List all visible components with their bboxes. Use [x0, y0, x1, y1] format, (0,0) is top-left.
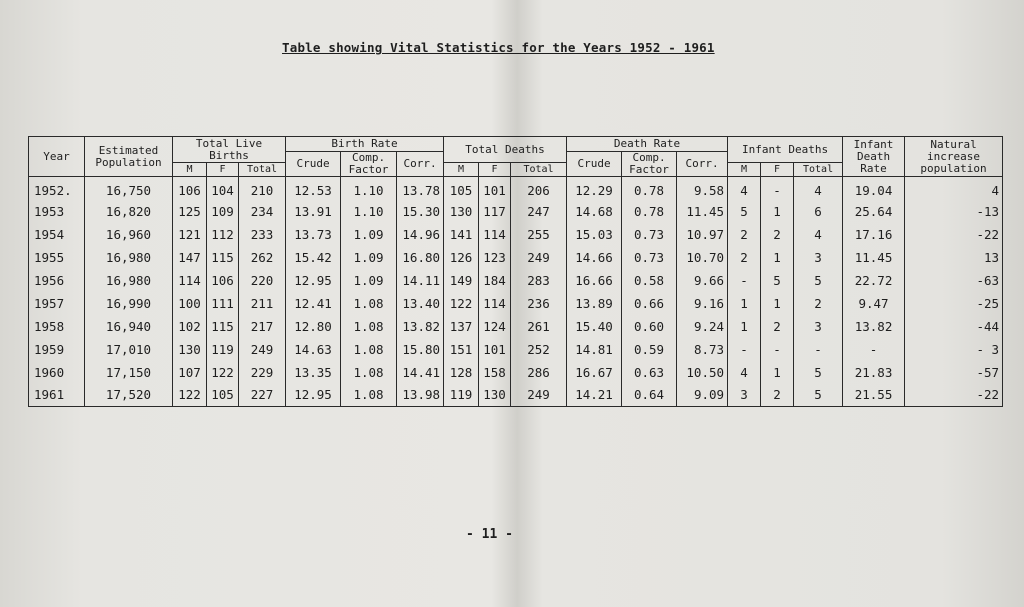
cell-dr-comp: 0.59 — [622, 338, 677, 361]
cell-year: 1955 — [29, 246, 85, 269]
cell-br-crude: 12.41 — [286, 292, 341, 315]
cell-br-corr: 14.41 — [397, 361, 444, 384]
cell-td-m: 130 — [444, 200, 479, 223]
cell-td-t: 252 — [511, 338, 567, 361]
cell-br-corr: 15.30 — [397, 200, 444, 223]
cell-dr-corr: 10.97 — [677, 223, 728, 246]
cell-lb-t: 229 — [239, 361, 286, 384]
cell-ni: -44 — [905, 315, 1003, 338]
cell-id-m: - — [728, 269, 761, 292]
cell-id-f: - — [761, 338, 794, 361]
cell-br-comp: 1.08 — [341, 292, 397, 315]
cell-td-f: 101 — [479, 338, 511, 361]
cell-br-crude: 12.95 — [286, 269, 341, 292]
cell-dr-comp: 0.78 — [622, 177, 677, 200]
cell-dr-crude: 16.66 — [567, 269, 622, 292]
cell-br-crude: 13.73 — [286, 223, 341, 246]
cell-id-f: 2 — [761, 315, 794, 338]
cell-br-corr: 16.80 — [397, 246, 444, 269]
cell-br-comp: 1.09 — [341, 223, 397, 246]
cell-br-crude: 13.35 — [286, 361, 341, 384]
cell-id-t: 5 — [794, 384, 843, 407]
cell-lb-t: 217 — [239, 315, 286, 338]
cell-id-t: 4 — [794, 177, 843, 200]
cell-ni: 4 — [905, 177, 1003, 200]
cell-lb-t: 249 — [239, 338, 286, 361]
cell-td-f: 101 — [479, 177, 511, 200]
cell-id-m: 3 — [728, 384, 761, 407]
cell-dr-corr: 11.45 — [677, 200, 728, 223]
cell-br-corr: 13.82 — [397, 315, 444, 338]
cell-id-t: 4 — [794, 223, 843, 246]
cell-br-comp: 1.10 — [341, 177, 397, 200]
cell-td-t: 247 — [511, 200, 567, 223]
cell-id-f: 1 — [761, 200, 794, 223]
cell-td-t: 286 — [511, 361, 567, 384]
cell-lb-m: 122 — [173, 384, 207, 407]
header-lb-total: Total — [239, 163, 286, 177]
cell-id-m: 4 — [728, 361, 761, 384]
cell-br-comp: 1.09 — [341, 269, 397, 292]
cell-br-comp: 1.08 — [341, 384, 397, 407]
cell-ni: -22 — [905, 223, 1003, 246]
cell-id-t: 3 — [794, 246, 843, 269]
cell-dr-corr: 9.16 — [677, 292, 728, 315]
cell-lb-f: 122 — [207, 361, 239, 384]
cell-idr: 25.64 — [843, 200, 905, 223]
cell-idr: 9.47 — [843, 292, 905, 315]
cell-pop: 16,960 — [85, 223, 173, 246]
cell-lb-m: 147 — [173, 246, 207, 269]
cell-lb-t: 220 — [239, 269, 286, 292]
header-live-births: Total Live Births — [173, 137, 286, 163]
vital-statistics-table — [28, 136, 1003, 407]
cell-id-t: 5 — [794, 269, 843, 292]
cell-br-comp: 1.08 — [341, 361, 397, 384]
cell-br-crude: 12.95 — [286, 384, 341, 407]
cell-dr-crude: 13.89 — [567, 292, 622, 315]
cell-id-t: 5 — [794, 361, 843, 384]
header-id-m: M — [728, 163, 761, 177]
cell-ni: -57 — [905, 361, 1003, 384]
cell-dr-crude: 14.66 — [567, 246, 622, 269]
cell-br-crude: 15.42 — [286, 246, 341, 269]
cell-ni: -63 — [905, 269, 1003, 292]
cell-br-comp: 1.08 — [341, 338, 397, 361]
cell-ni: -25 — [905, 292, 1003, 315]
cell-td-t: 255 — [511, 223, 567, 246]
cell-year: 1959 — [29, 338, 85, 361]
cell-td-f: 114 — [479, 292, 511, 315]
header-br-corr: Corr. — [397, 152, 444, 177]
header-td-total: Total — [511, 163, 567, 177]
cell-id-m: 1 — [728, 292, 761, 315]
cell-id-t: - — [794, 338, 843, 361]
cell-pop: 16,820 — [85, 200, 173, 223]
cell-br-corr: 13.40 — [397, 292, 444, 315]
cell-year: 1952. — [29, 177, 85, 200]
cell-br-corr: 13.78 — [397, 177, 444, 200]
cell-td-t: 261 — [511, 315, 567, 338]
table-row — [29, 223, 1003, 246]
cell-td-t: 236 — [511, 292, 567, 315]
cell-dr-corr: 9.24 — [677, 315, 728, 338]
cell-lb-m: 114 — [173, 269, 207, 292]
cell-br-corr: 14.11 — [397, 269, 444, 292]
cell-id-f: 1 — [761, 361, 794, 384]
header-infant-death-rate: Infant Death Rate — [843, 137, 905, 177]
cell-td-f: 117 — [479, 200, 511, 223]
cell-lb-m: 106 — [173, 177, 207, 200]
cell-dr-corr: 9.66 — [677, 269, 728, 292]
cell-dr-crude: 12.29 — [567, 177, 622, 200]
cell-lb-t: 210 — [239, 177, 286, 200]
cell-dr-crude: 15.03 — [567, 223, 622, 246]
cell-pop: 17,520 — [85, 384, 173, 407]
cell-dr-corr: 9.09 — [677, 384, 728, 407]
cell-pop: 17,150 — [85, 361, 173, 384]
cell-id-m: 2 — [728, 223, 761, 246]
cell-idr: 17.16 — [843, 223, 905, 246]
header-death-rate: Death Rate — [567, 137, 728, 152]
cell-td-m: 119 — [444, 384, 479, 407]
table-row — [29, 384, 1003, 407]
cell-lb-t: 211 — [239, 292, 286, 315]
cell-dr-corr: 9.58 — [677, 177, 728, 200]
header-dr-comp-factor: Comp. Factor — [622, 152, 677, 177]
cell-br-crude: 12.80 — [286, 315, 341, 338]
cell-dr-comp: 0.73 — [622, 223, 677, 246]
header-br-comp-factor: Comp. Factor — [341, 152, 397, 177]
page-number: - 11 - — [466, 527, 513, 542]
cell-id-f: 1 — [761, 246, 794, 269]
header-birth-rate: Birth Rate — [286, 137, 444, 152]
cell-id-m: 5 — [728, 200, 761, 223]
header-id-total: Total — [794, 163, 843, 177]
cell-pop: 16,980 — [85, 246, 173, 269]
cell-td-f: 114 — [479, 223, 511, 246]
cell-idr: 21.55 — [843, 384, 905, 407]
cell-lb-t: 262 — [239, 246, 286, 269]
cell-pop: 16,940 — [85, 315, 173, 338]
header-population: Estimated Population — [85, 137, 173, 177]
cell-dr-comp: 0.64 — [622, 384, 677, 407]
cell-td-f: 184 — [479, 269, 511, 292]
cell-br-corr: 14.96 — [397, 223, 444, 246]
cell-id-f: 1 — [761, 292, 794, 315]
cell-year: 1954 — [29, 223, 85, 246]
cell-dr-crude: 14.81 — [567, 338, 622, 361]
table-body — [29, 177, 1003, 407]
cell-td-f: 123 — [479, 246, 511, 269]
header-td-f: F — [479, 163, 511, 177]
cell-lb-f: 112 — [207, 223, 239, 246]
header-infant-deaths: Infant Deaths — [728, 137, 843, 163]
cell-pop: 16,980 — [85, 269, 173, 292]
cell-ni: -22 — [905, 384, 1003, 407]
cell-id-m: 4 — [728, 177, 761, 200]
header-natural-increase: Natural increase population — [905, 137, 1003, 177]
cell-id-m: - — [728, 338, 761, 361]
cell-td-m: 105 — [444, 177, 479, 200]
cell-td-t: 206 — [511, 177, 567, 200]
cell-id-t: 3 — [794, 315, 843, 338]
cell-br-corr: 13.98 — [397, 384, 444, 407]
header-total-deaths: Total Deaths — [444, 137, 567, 163]
cell-id-f: 2 — [761, 223, 794, 246]
cell-pop: 16,990 — [85, 292, 173, 315]
table-row — [29, 246, 1003, 269]
cell-dr-corr: 10.50 — [677, 361, 728, 384]
cell-lb-f: 105 — [207, 384, 239, 407]
header-td-m: M — [444, 163, 479, 177]
table-row — [29, 361, 1003, 384]
cell-br-crude: 14.63 — [286, 338, 341, 361]
cell-lb-m: 125 — [173, 200, 207, 223]
header-year: Year — [29, 137, 85, 177]
cell-dr-crude: 16.67 — [567, 361, 622, 384]
cell-td-m: 149 — [444, 269, 479, 292]
cell-ni: -13 — [905, 200, 1003, 223]
cell-id-t: 6 — [794, 200, 843, 223]
table-title: Table showing Vital Statistics for the Years 1952 - 1961 — [282, 40, 715, 55]
header-lb-m: M — [173, 163, 207, 177]
cell-lb-f: 106 — [207, 269, 239, 292]
header-dr-corr: Corr. — [677, 152, 728, 177]
cell-lb-t: 227 — [239, 384, 286, 407]
cell-td-m: 141 — [444, 223, 479, 246]
cell-year: 1961 — [29, 384, 85, 407]
cell-td-f: 130 — [479, 384, 511, 407]
cell-idr: 11.45 — [843, 246, 905, 269]
cell-pop: 17,010 — [85, 338, 173, 361]
cell-td-t: 249 — [511, 384, 567, 407]
cell-lb-f: 104 — [207, 177, 239, 200]
cell-idr: 13.82 — [843, 315, 905, 338]
cell-dr-corr: 8.73 — [677, 338, 728, 361]
cell-lb-m: 130 — [173, 338, 207, 361]
cell-br-comp: 1.10 — [341, 200, 397, 223]
cell-dr-crude: 15.40 — [567, 315, 622, 338]
cell-lb-f: 119 — [207, 338, 239, 361]
cell-dr-comp: 0.66 — [622, 292, 677, 315]
cell-td-m: 151 — [444, 338, 479, 361]
cell-idr: 19.04 — [843, 177, 905, 200]
cell-br-crude: 12.53 — [286, 177, 341, 200]
cell-pop: 16,750 — [85, 177, 173, 200]
cell-td-m: 122 — [444, 292, 479, 315]
cell-dr-comp: 0.60 — [622, 315, 677, 338]
cell-dr-comp: 0.58 — [622, 269, 677, 292]
cell-td-m: 137 — [444, 315, 479, 338]
cell-id-t: 2 — [794, 292, 843, 315]
cell-td-f: 158 — [479, 361, 511, 384]
cell-idr: 21.83 — [843, 361, 905, 384]
table-row — [29, 177, 1003, 200]
cell-id-m: 1 — [728, 315, 761, 338]
cell-lb-t: 234 — [239, 200, 286, 223]
cell-td-m: 126 — [444, 246, 479, 269]
cell-year: 1957 — [29, 292, 85, 315]
table-row — [29, 269, 1003, 292]
cell-year: 1960 — [29, 361, 85, 384]
cell-idr: - — [843, 338, 905, 361]
header-dr-crude: Crude — [567, 152, 622, 177]
cell-lb-f: 115 — [207, 246, 239, 269]
cell-lb-m: 107 — [173, 361, 207, 384]
cell-lb-f: 109 — [207, 200, 239, 223]
cell-ni: - 3 — [905, 338, 1003, 361]
header-lb-f: F — [207, 163, 239, 177]
cell-year: 1958 — [29, 315, 85, 338]
cell-lb-m: 100 — [173, 292, 207, 315]
cell-br-corr: 15.80 — [397, 338, 444, 361]
cell-dr-comp: 0.73 — [622, 246, 677, 269]
cell-dr-crude: 14.21 — [567, 384, 622, 407]
table-row — [29, 315, 1003, 338]
table-row — [29, 200, 1003, 223]
cell-ni: 13 — [905, 246, 1003, 269]
header-br-crude: Crude — [286, 152, 341, 177]
header-id-f: F — [761, 163, 794, 177]
table-row — [29, 338, 1003, 361]
cell-br-crude: 13.91 — [286, 200, 341, 223]
cell-dr-comp: 0.78 — [622, 200, 677, 223]
cell-idr: 22.72 — [843, 269, 905, 292]
cell-id-f: - — [761, 177, 794, 200]
cell-id-m: 2 — [728, 246, 761, 269]
cell-dr-comp: 0.63 — [622, 361, 677, 384]
cell-year: 1956 — [29, 269, 85, 292]
cell-id-f: 2 — [761, 384, 794, 407]
cell-br-comp: 1.09 — [341, 246, 397, 269]
cell-lb-m: 121 — [173, 223, 207, 246]
cell-td-t: 283 — [511, 269, 567, 292]
cell-year: 1953 — [29, 200, 85, 223]
cell-lb-f: 111 — [207, 292, 239, 315]
table-row — [29, 292, 1003, 315]
cell-lb-t: 233 — [239, 223, 286, 246]
cell-id-f: 5 — [761, 269, 794, 292]
cell-lb-f: 115 — [207, 315, 239, 338]
cell-dr-corr: 10.70 — [677, 246, 728, 269]
cell-dr-crude: 14.68 — [567, 200, 622, 223]
cell-td-t: 249 — [511, 246, 567, 269]
cell-td-m: 128 — [444, 361, 479, 384]
cell-lb-m: 102 — [173, 315, 207, 338]
cell-br-comp: 1.08 — [341, 315, 397, 338]
cell-td-f: 124 — [479, 315, 511, 338]
